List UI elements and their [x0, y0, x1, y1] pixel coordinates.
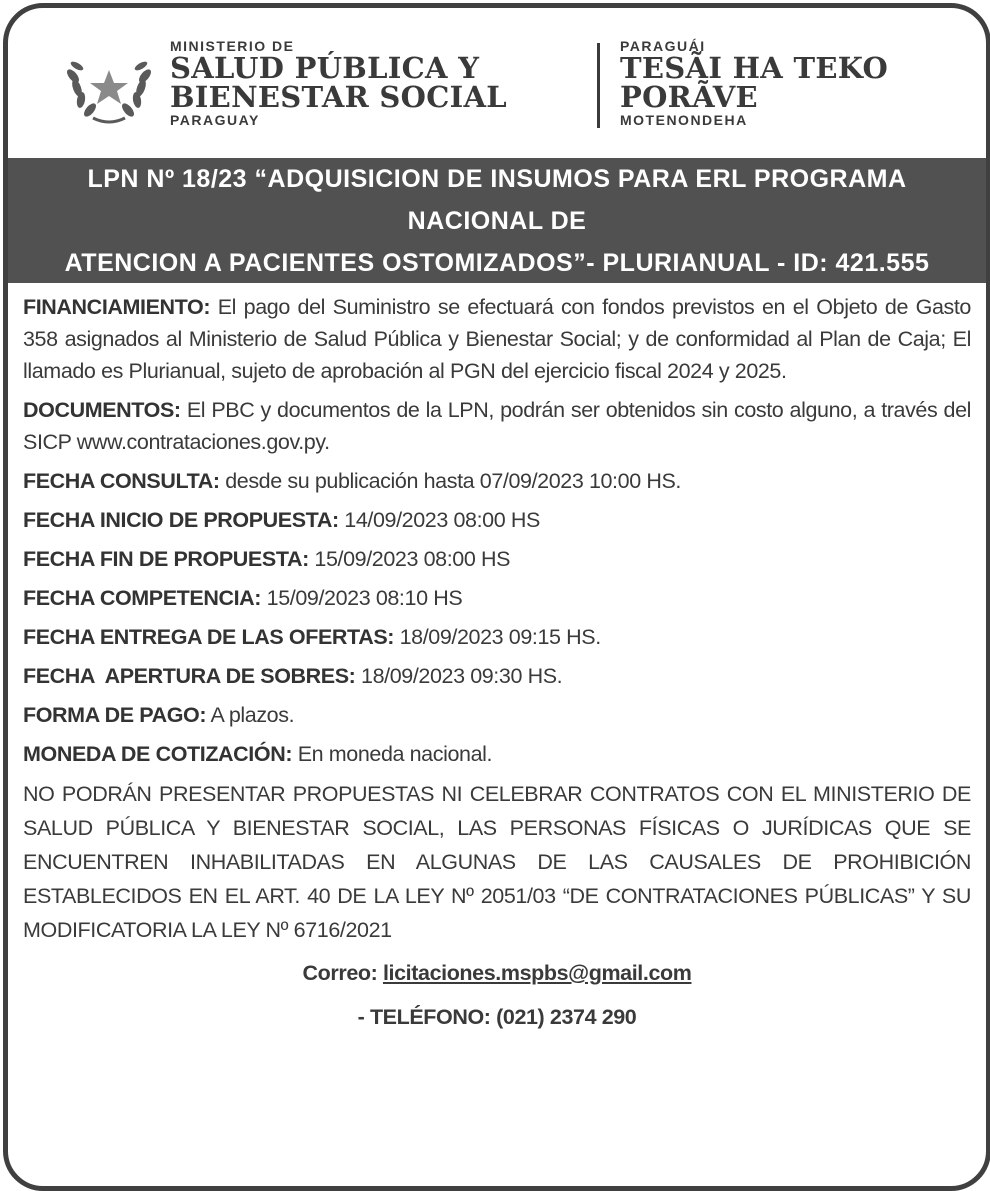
entrega-label: FECHA ENTREGA DE LAS OFERTAS:: [23, 625, 395, 649]
inicio-text: 14/09/2023 08:00 HS: [344, 508, 540, 532]
guarani-line2: PORÃVE: [620, 80, 758, 114]
entrega-row: [23, 621, 971, 653]
fin-text: 15/09/2023 08:00 HS: [314, 547, 511, 571]
ministry-line2: BIENESTAR SOCIAL: [170, 80, 507, 114]
inicio-label: FECHA INICIO DE PROPUESTA:: [23, 508, 339, 532]
apertura-label: FECHA APERTURA DE SOBRES:: [23, 664, 356, 688]
consulta-row: [23, 465, 971, 497]
documentos-label: DOCUMENTOS:: [23, 398, 181, 422]
pago-label: FORMA DE PAGO:: [23, 703, 207, 727]
guarani-post: MOTENONDEHA: [620, 112, 748, 128]
ministry-logo-text: [170, 38, 507, 128]
guarani-logo-text: [620, 38, 888, 128]
pago-row: [23, 699, 971, 731]
inicio-row: [23, 504, 971, 536]
entrega-text: 18/09/2023 09:15 HS.: [399, 625, 601, 649]
consulta-label: FECHA CONSULTA:: [23, 469, 220, 493]
competencia-label: FECHA COMPETENCIA:: [23, 586, 262, 610]
email-link[interactable]: licitaciones.mspbs@gmail.com: [382, 961, 692, 985]
header-divider: [597, 43, 600, 128]
consulta-text: desde su publicación hasta 07/09/2023 10:00 HS.: [225, 469, 681, 493]
email-row: [23, 954, 971, 992]
competencia-text: 15/09/2023 08:10 HS: [266, 586, 463, 610]
phone-row: - TELÉFONO: (021) 2374 290: [357, 1005, 637, 1029]
fin-label: FECHA FIN DE PROPUESTA:: [23, 547, 309, 571]
financiamiento-label: FINANCIAMIENTO:: [23, 295, 211, 319]
guarani-line1: TESÃI HA TEKO: [620, 51, 889, 85]
apertura-text: 18/09/2023 09:30 HS.: [361, 664, 563, 688]
moneda-text: En moneda nacional.: [297, 742, 493, 766]
competencia-row: [23, 582, 971, 614]
apertura-row: [23, 660, 971, 692]
title-bar: [8, 158, 986, 283]
email-label: Correo:: [302, 961, 378, 985]
notice-frame: [3, 3, 990, 1191]
national-seal-icon: [63, 50, 155, 130]
title-line1: LPN Nº 18/23 “ADQUISICION DE INSUMOS PARA ERL PROGRAMA NACIONAL DE: [87, 164, 907, 235]
ministry-pre: MINISTERIO DE: [170, 38, 295, 54]
notice-body: [23, 291, 971, 1042]
documentos-text: El PBC y documentos de la LPN, podrán ser obtenidos sin costo alguno, a través del SICP www.contrataciones.gov.py.: [23, 398, 972, 454]
contact-block: [23, 954, 971, 1036]
star-icon: [90, 70, 128, 104]
documentos-paragraph: [23, 394, 971, 458]
prohibition-notice: NO PODRÁN PRESENTAR PROPUESTAS NI CELEBRAR CONTRATOS CON EL MINISTERIO DE SALUD PÚBLICA Y BIENESTAR SOCIAL, LAS PERSONAS FÍSICAS O JURÍDICAS QUE SE ENCUENTREN INHABILITADAS EN ALGUNAS DE LAS CAUSALES DE PROHIBICIÓN ESTABLECIDOS EN EL ART. 40 DE LA LEY Nº 2051/03 “DE CONTRATACIONES PÚBLICAS” Y SU MODIFICATORIA LA LEY Nº 6716/2021: [23, 782, 971, 942]
fin-row: [23, 543, 971, 575]
moneda-row: [23, 738, 971, 770]
ministry-line1: SALUD PÚBLICA Y: [170, 51, 480, 85]
title-line2: ATENCION A PACIENTES OSTOMIZADOS”- PLURIANUAL - ID: 421.555: [64, 248, 930, 277]
guarani-pre: PARAGUÁI: [620, 38, 706, 54]
financiamiento-text: El pago del Suministro se efectuará con fondos previstos en el Objeto de Gasto 358 asignados al Ministerio de Salud Pública y Bienestar Social; y de conformidad al Plan de Caja; El llamado es Plurianual, sujeto de aprobación al PGN del ejercicio fiscal 2024 y 2025.: [23, 295, 971, 383]
moneda-label: MONEDA DE COTIZACIÓN:: [23, 742, 293, 766]
pago-text: A plazos.: [210, 703, 295, 727]
ministry-country: PARAGUAY: [170, 112, 260, 128]
header: [8, 8, 986, 158]
financiamiento-paragraph: [23, 291, 971, 387]
